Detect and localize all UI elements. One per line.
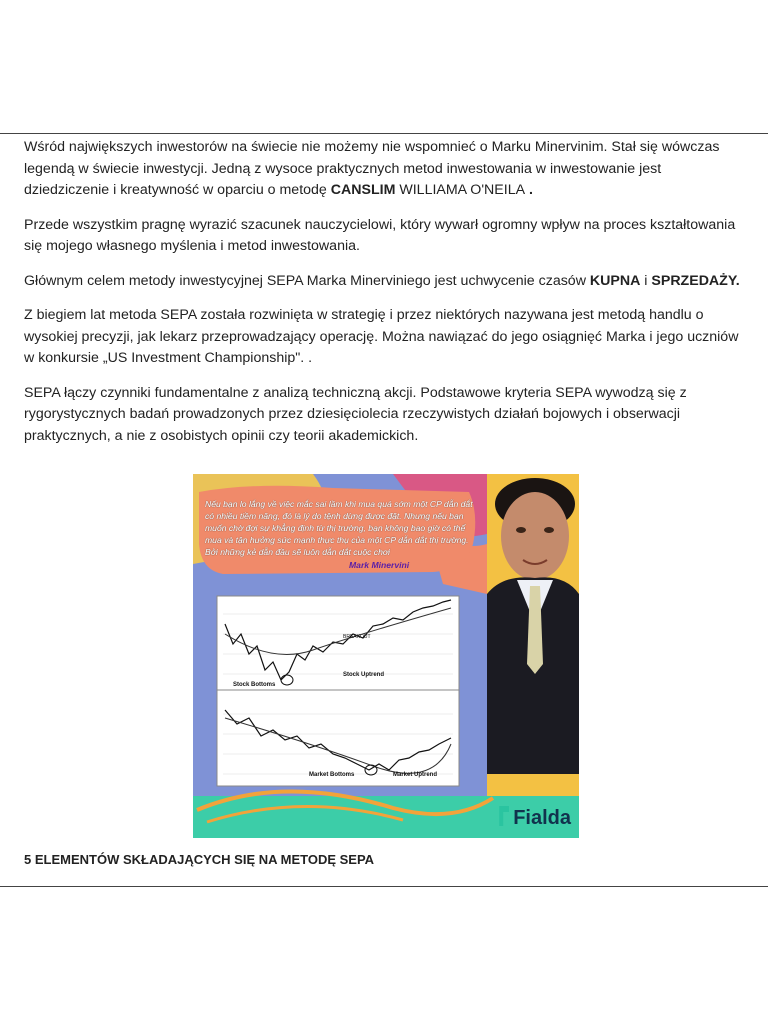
bold-text: CANSLIM bbox=[330, 182, 396, 198]
figure-quote-author: Mark Minervini bbox=[349, 560, 410, 570]
paragraph-text: Z biegiem lat metoda SEPA została rozwinięta w strategię i przez niektórych nazywana jest metodą handlu o wysokiej precyzji, jak lekarz przeprowadzający operację. Można nawiązać do jego osiągnięć Marka i jego uczniów w konkursie „US Investment Championship". . bbox=[24, 307, 739, 366]
bottom-divider bbox=[0, 886, 768, 887]
paragraph-text: SEPA łączy czynniki fundamentalne z analizą techniczną akcji. Podstawowe kryteria SEPA wywodzą się z rygorystycznych badań prowadzonych przez dziesięciolecia rzeczywistych działań bojowych i obserwacji praktycznych, a nie z osobistych opinii czy teorii akademickich. bbox=[24, 384, 687, 444]
section-heading: 5 ELEMENTÓW SKŁADAJĄCYCH SIĘ NA METODĘ SEPA bbox=[24, 852, 375, 867]
paragraph-text: Przede wszystkim pragnę wyrazić szacunek nauczycielowi, który wywarł ogromny wpływ na proces kształtowania się mojego własnego myślenia i metod inwestowania. bbox=[24, 216, 736, 254]
article-paragraph bbox=[24, 305, 748, 370]
brand-name: Fialda bbox=[513, 807, 571, 829]
top-divider bbox=[0, 133, 768, 134]
stock-bottoms-label: Stock Bottoms bbox=[233, 682, 276, 688]
market-uptrend-label: Market Uptrend bbox=[393, 772, 438, 778]
article-paragraph bbox=[24, 271, 748, 293]
paragraph-text: i bbox=[640, 272, 652, 289]
bold-text: . bbox=[525, 182, 533, 198]
portrait-face bbox=[501, 492, 569, 580]
paragraph-text: Głównym celem metody inwestycyjnej SEPA Marka Minerviniego jest uchwycenie czasów bbox=[24, 272, 590, 289]
stock-chart-panel bbox=[217, 596, 459, 786]
stock-uptrend-label: Stock Uptrend bbox=[343, 672, 385, 678]
article-figure bbox=[193, 474, 579, 838]
market-bottoms-label: Market Bottoms bbox=[309, 772, 355, 778]
article-paragraph bbox=[24, 215, 748, 258]
paragraph-text: WILLIAMA O'NEILA bbox=[395, 182, 526, 198]
fialda-logo-icon bbox=[499, 806, 509, 826]
article-paragraph bbox=[24, 137, 748, 202]
figure-quote: Nếu bạn lo lắng về việc mắc sai lầm khi mua quá sớm một CP dẫn dắt có nhiều tiềm năng, đó là lý do tệnh dừng được đặt. Nhưng nếu bạn muốn chờ đợi sự khẳng định từ thị trường, bạn không bao giờ có thể mua và tận hưởng sức mạnh thực thụ của một CP dẫn dắt thị trường. Bởi những kẻ dẫn đầu sẽ luôn dẫn dắt cuộc chơi bbox=[205, 499, 473, 557]
article-body bbox=[24, 137, 748, 460]
brand-logo bbox=[499, 806, 571, 830]
article-paragraph bbox=[24, 383, 748, 448]
breakout-label: BREAKOUT bbox=[343, 634, 371, 640]
bold-text: SPRZEDAŻY. bbox=[651, 272, 740, 289]
bold-text: KUPNA bbox=[589, 272, 641, 289]
paragraph-text: Wśród największych inwestorów na świecie nie możemy nie wspomnieć o Marku Minervinim. Stał się wówczas legendą w świecie inwestycji. Jedną z wysoce praktycznych metod inwestowania w inwestowanie jest dziedziczenie i kreatywność w oparciu o metodę bbox=[24, 139, 720, 198]
